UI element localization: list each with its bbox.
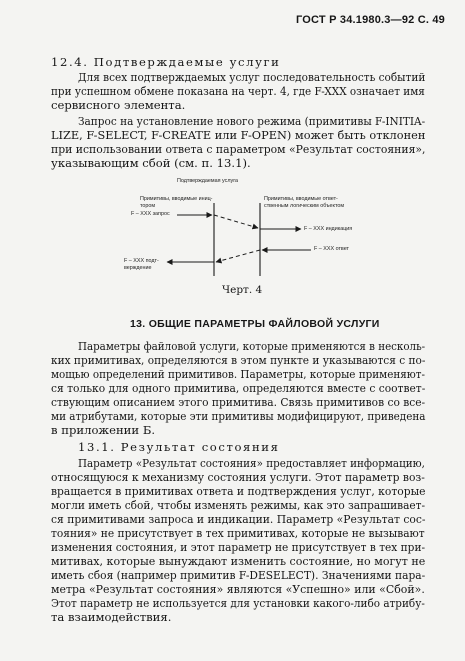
- paragraph-line: мощью определений примитивов. Параметры, которые применяют-: [51, 367, 426, 381]
- label-request: F – XXX запрос: [131, 211, 170, 217]
- diagram-title: Подтверждаемая услуга: [177, 178, 239, 184]
- page-header: ГОСТ Р 34.1980.3—92 С. 49: [296, 14, 446, 26]
- label-indication: F – XXX индикация: [304, 226, 353, 232]
- paragraph-line: в приложении Б.: [51, 423, 156, 437]
- diagram-left-header-line: Примитивы, вводимые иниц-: [140, 196, 213, 202]
- paragraph-line: при использовании ответа с параметром «Результат состояния»,: [51, 142, 426, 156]
- section-title-13: 13. ОБЩИЕ ПАРАМЕТРЫ ФАЙЛОВОЙ УСЛУГИ: [130, 318, 380, 330]
- response-to-confirmation-dashed: [216, 250, 260, 262]
- paragraph-line: ких примитивах, определяются в этом пункте и указываются с по-: [51, 353, 426, 367]
- diagram-right-header-line: ственным логическим объектом: [264, 202, 345, 209]
- diagram-right-header-line: Примитивы, вводимые ответ-: [264, 196, 338, 202]
- paragraph-line: та взаимодействия.: [51, 610, 172, 624]
- label-confirmation-line: верждение: [124, 264, 152, 271]
- paragraph-line: вращается в примитивах ответа и подтверждения услуг, которые: [51, 484, 426, 498]
- diagram-left-header-line: тором: [140, 202, 156, 209]
- paragraph-line: ся примитивами запроса и индикации. Параметр «Результат сос-: [51, 512, 426, 526]
- paragraph-line: сервисного элемента.: [51, 98, 186, 112]
- paragraph-line: ся только для одного примитива, определяются вместе с соответ-: [51, 381, 426, 395]
- paragraph-line: Параметры файловой услуги, которые применяются в несколь-: [78, 339, 426, 353]
- paragraph-line: Для всех подтверждаемых услуг последовательность событий: [78, 70, 426, 84]
- paragraph-line: иметь сбоя (например примитив F-DESELECT). Значениями пара-: [51, 568, 426, 582]
- paragraph-line: указывающим сбой (см. п. 13.1).: [51, 156, 251, 170]
- section-title-13-1: 13.1. Результат состояния: [78, 440, 280, 454]
- figure-caption: Черт. 4: [222, 284, 263, 296]
- paragraph-line: Параметр «Результат состояния» предоставляет информацию,: [78, 456, 425, 470]
- request-to-indication-dashed: [214, 215, 258, 228]
- section-title-12-4: 12.4. Подтверждаемые услуги: [51, 55, 281, 69]
- paragraph-line: относящуюся к механизму состояния услуги. Этот параметр воз-: [51, 470, 425, 484]
- paragraph-line: могли иметь сбой, чтобы изменять режимы, как это запрашивает-: [51, 498, 426, 512]
- paragraph-line: метра «Результат состояния» являются «Успешно» или «Сбой».: [51, 582, 425, 596]
- paragraph-line: при успешном обмене показана на черт. 4, где F-XXX означает имя: [51, 84, 425, 98]
- paragraph-line: митивах, которые вынуждают изменить состояние, но могут не: [51, 554, 426, 568]
- paragraph-line: ствующим описанием этого примитива. Связь примитивов со все-: [51, 395, 426, 409]
- label-confirmation-line: F – XXX подт-: [124, 258, 159, 264]
- paragraph-line: Запрос на установление нового режима (примитивы F-INITIA-: [78, 114, 426, 128]
- paragraph-line: ми атрибутами, которые эти примитивы модифицируют, приведена: [51, 409, 426, 423]
- paragraph-line: тояния» не присутствует в тех примитивах, которые не вызывают: [51, 526, 425, 540]
- paragraph-line: LIZE, F-SELECT, F-CREATE или F-OPEN) может быть отклонен: [51, 128, 426, 142]
- label-response: F – XXX ответ: [314, 246, 350, 252]
- paragraph-line: изменения состояния, и этот параметр не присутствует в тех при-: [51, 540, 426, 554]
- paragraph-line: Этот параметр не используется для установки какого-либо атрибу-: [51, 596, 425, 610]
